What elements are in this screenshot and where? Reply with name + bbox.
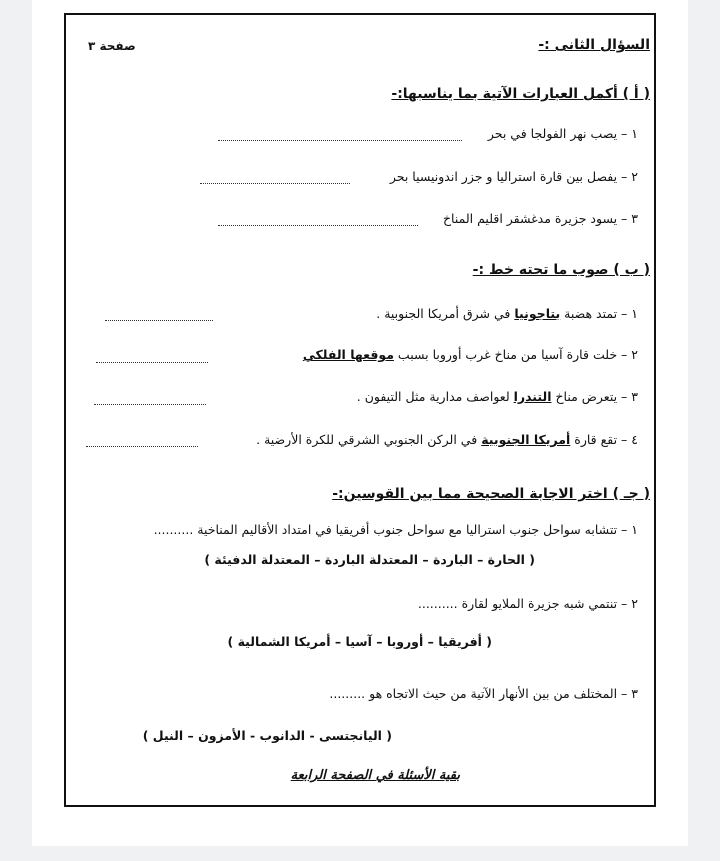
section-c-question-2: ٢ – تنتمي شبه جزيرة الملايو لقارة .......... <box>417 596 638 611</box>
answer-blank[interactable] <box>218 225 418 226</box>
underlined-term: بتاجونيا <box>514 306 561 321</box>
item-text: في الركن الجنوبي الشرقي للكرة الأرضية . <box>256 432 482 447</box>
item-text: ٣ – يتعرض مناخ <box>551 389 638 404</box>
underlined-term: التندرا <box>513 389 552 404</box>
section-c-options-2: ( أفريقيا – أوروبا – آسيا – أمريكا الشمالية ) <box>227 634 492 649</box>
section-a-item-2: ٢ – يفصل بين قارة استراليا و جزر اندونيسيا بحر <box>389 169 638 184</box>
question-title: السؤال الثانى :- <box>538 37 650 53</box>
answer-blank[interactable] <box>94 404 206 405</box>
answer-blank[interactable] <box>200 183 350 184</box>
answer-blank[interactable] <box>105 320 213 321</box>
answer-blank[interactable] <box>218 140 462 141</box>
answer-blank[interactable] <box>86 446 198 447</box>
section-a-heading: ( أ ) أكمل العبارات الآتية بما يناسبها:- <box>391 86 650 102</box>
footer-note: بقية الأسئلة في الصفحة الرابعة <box>290 768 460 783</box>
section-a-item-3: ٣ – يسود جزيرة مدغشقر اقليم المناخ <box>442 211 638 226</box>
section-b-item-2 <box>303 347 638 363</box>
item-text: في شرق أمريكا الجنوبية . <box>376 306 515 321</box>
section-b-item-1 <box>376 306 638 322</box>
section-c-question-3: ٣ – المختلف من بين الأنهار الآتية من حيث الاتجاه هو ......... <box>329 686 638 701</box>
underlined-term: أمريكا الجنوبية <box>481 432 571 447</box>
section-a-item-1: ١ – يصب نهر الفولجا في بحر <box>487 126 638 141</box>
section-c-heading: ( جـ ) اختر الاجابة الصحيحة مما بين القوسين:- <box>332 486 650 502</box>
item-text: ٤ – تقع قارة <box>570 432 638 447</box>
item-text: ١ – تمتد هضبة <box>560 306 638 321</box>
underlined-term: موقعها الفلكي <box>302 347 394 362</box>
answer-blank[interactable] <box>96 362 208 363</box>
page-number: صفحة ٣ <box>88 39 136 53</box>
item-text: لعواصف مدارية مثل التيفون . <box>356 389 514 404</box>
section-c-question-1: ١ – تتشابه سواحل جنوب استراليا مع سواحل جنوب أفريقيا في امتداد الأقاليم المناخية .......... <box>153 522 638 537</box>
section-b-heading: ( ب ) صوب ما تحته خط :- <box>472 262 650 278</box>
section-b-item-3 <box>357 389 638 405</box>
section-c-options-1: ( الحارة – الباردة – المعتدلة الباردة – المعتدلة الدفيئة ) <box>204 552 535 567</box>
section-b-item-4 <box>256 432 638 448</box>
item-text: ٢ – خلت قارة آسيا من مناخ غرب أوروبا بسبب <box>393 347 638 362</box>
section-c-options-3: ( اليانجتسى - الدانوب - الأمزون – النيل ) <box>142 728 392 743</box>
